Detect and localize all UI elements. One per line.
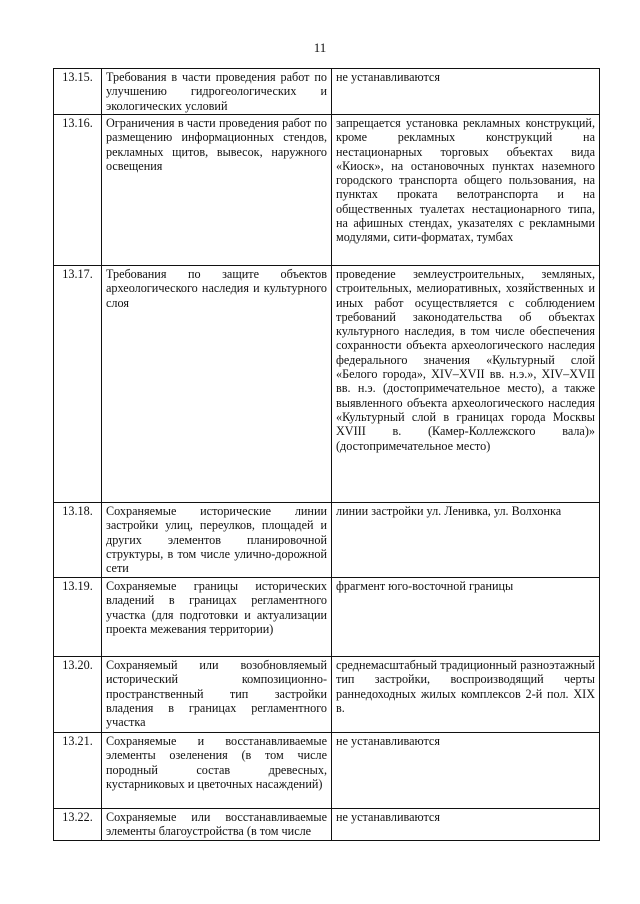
table-row: [54, 578, 600, 657]
row-number: 13.20.: [54, 657, 102, 733]
value-cell: не устанавливаются: [332, 69, 600, 115]
table-row: [54, 503, 600, 578]
value-cell: не устанавливаются: [332, 809, 600, 841]
table-row: [54, 809, 600, 841]
table-row: [54, 69, 600, 115]
value-cell: фрагмент юго-восточной границы: [332, 578, 600, 657]
requirement-cell: Сохраняемые границы исторических владений в границах регламентного участка (для подготовки и актуализации проекта межевания территории): [102, 578, 332, 657]
row-number: 13.16.: [54, 115, 102, 266]
value-cell: запрещается установка рекламных конструкций, кроме рекламных конструкций на нестационарных торговых объектах вида «Киоск», на остановочных пунктах наземного городского транспорта общего пользования, на пунктах проката велотранспорта и на общественных туалетах нестационарного типа, на афишных стендах, указателях с рекламными модулями, сити-форматах, тумбах: [332, 115, 600, 266]
requirement-cell: Требования в части проведения работ по улучшению гидрогеологических и экологических условий: [102, 69, 332, 115]
table-row: [54, 733, 600, 809]
requirement-cell: Сохраняемые исторические линии застройки улиц, переулков, площадей и других элементов планировочной структуры, в том числе улично-дорожной сети: [102, 503, 332, 578]
row-number: 13.17.: [54, 266, 102, 503]
row-number: 13.19.: [54, 578, 102, 657]
table-row: [54, 266, 600, 503]
requirement-cell: Сохраняемые или восстанавливаемые элементы благоустройства (в том числе: [102, 809, 332, 841]
row-number: 13.21.: [54, 733, 102, 809]
value-cell: линии застройки ул. Ленивка, ул. Волхонка: [332, 503, 600, 578]
requirement-cell: Сохраняемый или возобновляемый исторический композиционно-пространственный тип застройки владения в границах регламентного участка: [102, 657, 332, 733]
table-row: [54, 115, 600, 266]
table-row: [54, 657, 600, 733]
row-number: 13.15.: [54, 69, 102, 115]
requirement-cell: Сохраняемые и восстанавливаемые элементы озеленения (в том числе породный состав древесных, кустарниковых и цветочных насаждений): [102, 733, 332, 809]
value-cell: не устанавливаются: [332, 733, 600, 809]
row-number: 13.22.: [54, 809, 102, 841]
row-number: 13.18.: [54, 503, 102, 578]
page-number: 11: [313, 40, 327, 55]
requirement-cell: Требования по защите объектов археологического наследия и культурного слоя: [102, 266, 332, 503]
regulation-table: [53, 68, 600, 841]
value-cell: среднемасштабный традиционный разноэтажный тип застройки, воспроизводящий черты раннедоходных жилых комплексов 2-й пол. XIX в.: [332, 657, 600, 733]
requirement-cell: Ограничения в части проведения работ по размещению информационных стендов, рекламных щитов, вывесок, наружного освещения: [102, 115, 332, 266]
value-cell: проведение землеустроительных, земляных, строительных, мелиоративных, хозяйственных и иных работ осуществляется с соблюдением требований законодательства об объектах культурного наследия, в том числе обеспечения сохранности объекта археологического наследия федерального значения «Культурный слой «Белого города», XIV–XVII вв. н.э.», XIV–XVII вв. н.э. (достопримечательное место), а также выявленного объекта археологического наследия «Культурный слой в границах города Москвы XVIII в. (Камер-Коллежского вала)» (достопримечательное место): [332, 266, 600, 503]
